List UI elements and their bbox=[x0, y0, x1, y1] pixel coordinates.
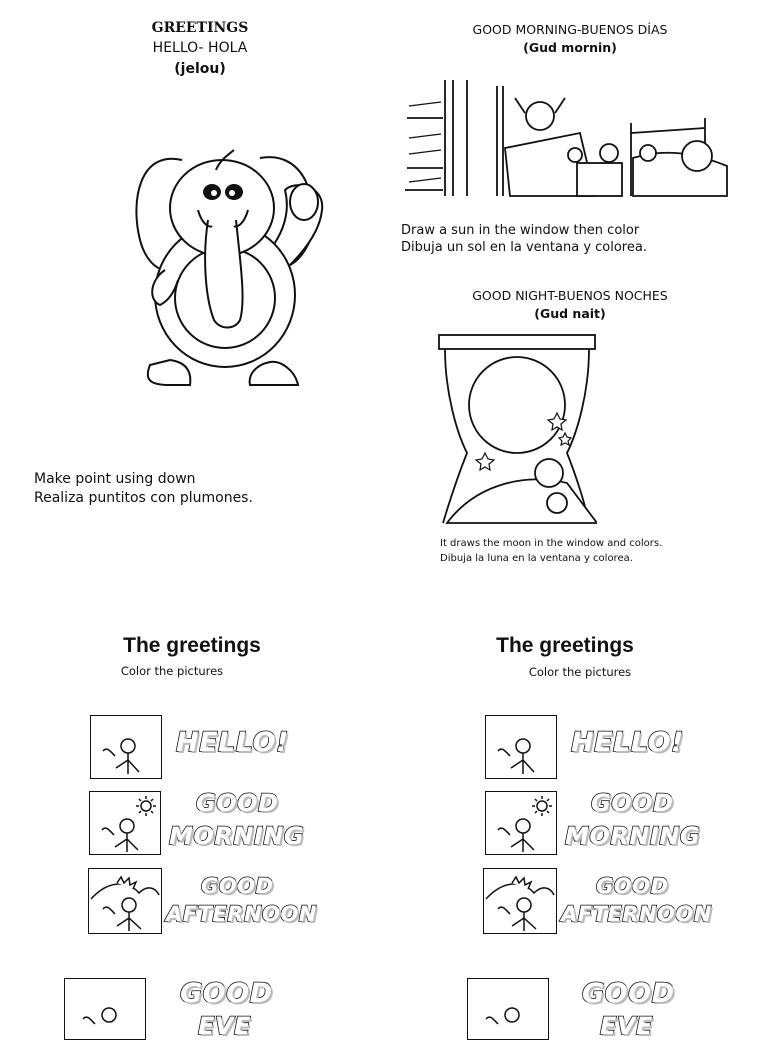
instruction-line-2: Realiza puntitos con plumones. bbox=[34, 490, 253, 506]
panel-1-afternoon-label: AFTERNOON bbox=[166, 902, 317, 926]
gud-mornin-pronunciation: (Gud mornin) bbox=[523, 40, 617, 55]
panel-1-hello-card bbox=[90, 715, 162, 779]
panel-1-good-label: GOOD bbox=[196, 789, 279, 817]
good-night-heading: GOOD NIGHT-BUENOS NOCHES bbox=[472, 288, 668, 303]
panel-1-morning-card bbox=[89, 791, 161, 855]
panel-2-morning-card bbox=[485, 791, 557, 855]
panel-1-good-2-label: GOOD bbox=[201, 874, 274, 898]
panel-2-afternoon-label: AFTERNOON bbox=[561, 902, 712, 926]
panel-1-title: The greetings bbox=[123, 634, 261, 657]
panel-2-hello-card bbox=[485, 715, 557, 779]
jelou-pronunciation: (jelou) bbox=[174, 61, 226, 77]
gud-nait-pronunciation: (Gud nait) bbox=[534, 306, 606, 321]
panel-2-subtitle: Color the pictures bbox=[528, 665, 632, 679]
panel-2-good-3-label: GOOD bbox=[582, 978, 675, 1009]
hello-hola-text: HELLO- HOLA bbox=[152, 40, 248, 56]
instruction-line-2: Dibuja la luna en la ventana y colorea. bbox=[440, 553, 633, 564]
morning-instructions bbox=[401, 222, 647, 256]
panel-1-afternoon-card bbox=[88, 868, 162, 934]
panel-2-afternoon-card bbox=[483, 868, 557, 934]
night-bedroom-illustration bbox=[437, 333, 597, 525]
night-instructions bbox=[440, 536, 662, 566]
panel-1-evening-card bbox=[64, 978, 146, 1040]
panel-2-morning-label: MORNING bbox=[565, 822, 701, 850]
panel-1-subtitle: Color the pictures bbox=[120, 664, 224, 678]
panel-1-evening-label: EVE bbox=[198, 1012, 251, 1040]
panel-2-evening-label: EVE bbox=[600, 1012, 653, 1040]
elephant-instructions bbox=[34, 470, 253, 508]
panel-1-good-3-label: GOOD bbox=[180, 978, 273, 1009]
greetings-heading: GREETINGS bbox=[151, 20, 249, 36]
elephant-illustration bbox=[130, 130, 330, 390]
panel-2-evening-card bbox=[467, 978, 549, 1040]
morning-bedroom-illustration bbox=[405, 78, 730, 200]
panel-2-good-label: GOOD bbox=[591, 789, 674, 817]
panel-2-hello-label: HELLO! bbox=[571, 727, 684, 758]
instruction-line-1: Draw a sun in the window then color bbox=[401, 223, 640, 238]
instruction-line-1: It draws the moon in the window and colors. bbox=[440, 538, 663, 549]
good-morning-heading: GOOD MORNING-BUENOS DÍAS bbox=[472, 22, 668, 37]
panel-1-morning-label: MORNING bbox=[169, 822, 305, 850]
instruction-line-1: Make point using down bbox=[34, 471, 196, 487]
panel-2-good-2-label: GOOD bbox=[596, 874, 669, 898]
panel-2-title: The greetings bbox=[496, 634, 634, 657]
panel-1-hello-label: HELLO! bbox=[176, 727, 289, 758]
instruction-line-2: Dibuja un sol en la ventana y colorea. bbox=[401, 240, 647, 255]
